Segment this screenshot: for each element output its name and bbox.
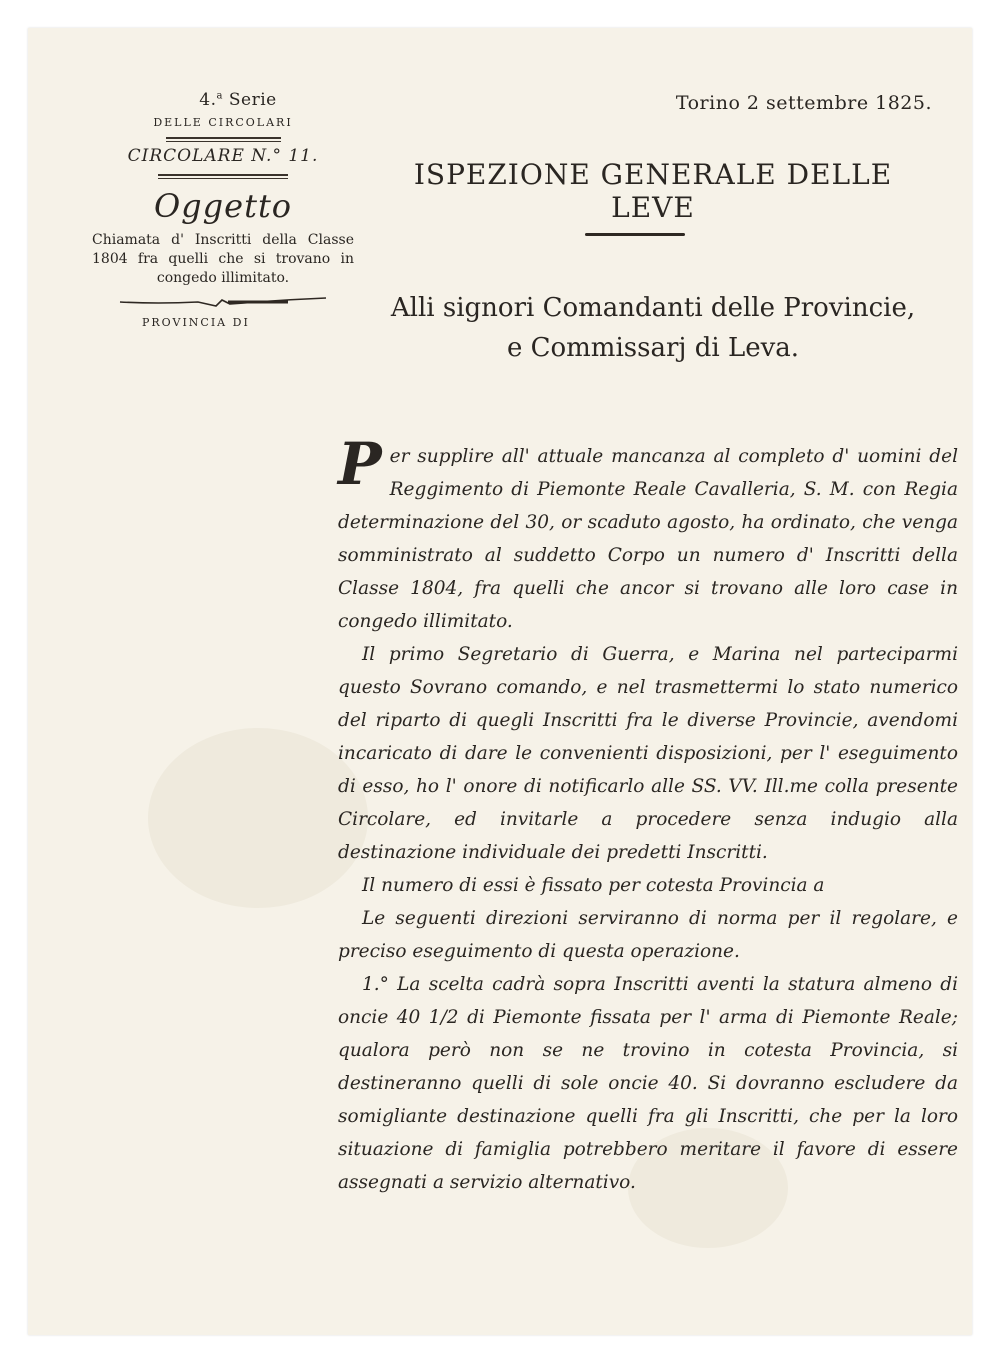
- serie-sup: a: [216, 90, 223, 102]
- drop-cap: P: [338, 430, 382, 498]
- title-rule: [585, 233, 685, 236]
- body-paragraph: [338, 430, 958, 638]
- oggetto-heading: Oggetto: [153, 187, 293, 225]
- serie-word: Serie: [228, 90, 277, 110]
- double-rule: [158, 174, 288, 179]
- document-page: [28, 28, 972, 1335]
- body-paragraph: Le seguenti direzioni serviranno di norma per il regolare, e preciso eseguimento di questa operazione.: [338, 908, 958, 962]
- body-paragraph: Il primo Segretario di Guerra, e Marina nel parteciparmi questo Sovrano comando, e nel trasmettermi lo stato numerico del riparto di quegli Inscritti fra le diverse Provincie, avendomi incaricato di dare le convenienti disposizioni, per l' eseguimento di esso, ho l' onore di notificarlo alle SS. VV. Ill.me colla presente Circolare, ed invitarle a procedere senza indugio alla destinazione individuale dei predetti Inscritti.: [338, 644, 958, 863]
- addressee: [368, 288, 938, 368]
- circolare-number: CIRCOLARE N.° 11.: [127, 146, 319, 166]
- addressee-line: e Commissarj di Leva.: [506, 333, 800, 363]
- delle-circolari-label: DELLE CIRCOLARI: [153, 116, 293, 129]
- serie-label: [118, 90, 358, 110]
- body-text: [338, 430, 958, 1199]
- paragraph-text: er supplire all' attuale mancanza al completo d' uomini del Reggimento di Piemonte Reale Cavalleria, S. M. con Regia determinazione del 30, or scaduto agosto, ha ordinato, che venga somministrato al suddetto Corpo un numero d' Inscritti della Classe 1804, fra quelli che ancor si trovano alle loro case in congedo illimitato.: [338, 446, 958, 632]
- serie-number: 4.: [199, 90, 217, 110]
- letter-date: Torino 2 settembre 1825.: [675, 92, 932, 114]
- provincia-label: PROVINCIA DI: [142, 316, 250, 329]
- left-column: [88, 90, 358, 329]
- body-paragraph: 1.° La scelta cadrà sopra Inscritti aventi la statura almeno di oncie 40 1/2 di Piemonte fissata per l' arma di Piemonte Reale; qualora però non se ne trovino in cotesta Provincia, si destineranno quelli di sole oncie 40. Si dovranno escludere da somigliante destinazione quelli fra gli Inscritti, che per la loro situazione di famiglia potrebbero meritare il favore di essere assegnati a servizio alternativo.: [338, 974, 958, 1193]
- ornamental-rule: [118, 296, 328, 308]
- document-title: ISPEZIONE GENERALE DELLE LEVE: [413, 158, 893, 224]
- double-rule: [166, 137, 281, 142]
- oggetto-text: Chiamata d' Inscritti della Classe 1804 fra quelli che si trovano in congedo illimitato.: [92, 232, 354, 286]
- addressee-line: Alli signori Comandanti delle Provincie,: [390, 293, 916, 323]
- body-paragraph: Il numero di essi è fissato per cotesta Provincia a: [362, 875, 825, 896]
- paper-stain: [148, 728, 368, 908]
